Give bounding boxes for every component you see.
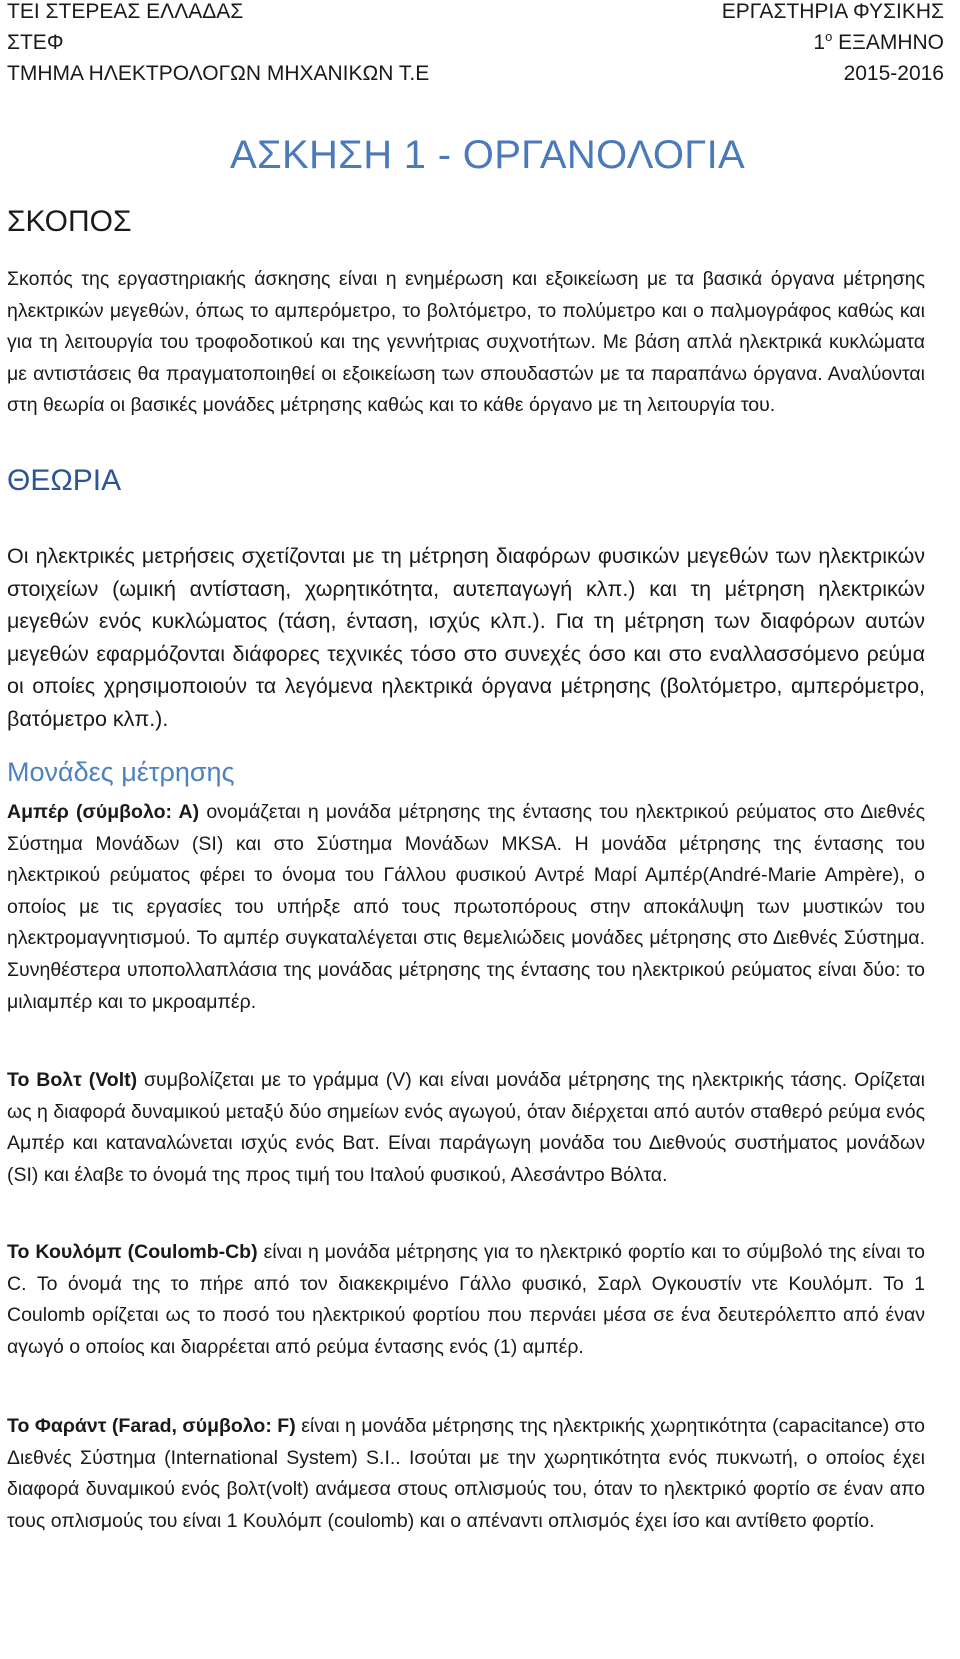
header-school: ΣΤΕΦ [7,31,64,54]
purpose-text: Σκοπός της εργαστηριακής άσκησης είναι η ενημέρωση και εξοικείωση με τα βασικά όργανα μέτρησης ηλεκτρικών μεγεθών, όπως το αμπερόμετρο, το βολτόμετρο, το πολύμετρο και ο παλμογράφος καθώς και για τη λειτουργία του τροφοδοτικού και της γεννήτριας συχνοτήτων. Με βάση απλά ηλεκτρικά κυκλώματα με αντιστάσεις θα πραγματοποιηθεί οι εξοικείωση των σπουδαστών με τα παραπάνω όργανα. Αναλύονται στη θεωρία οι βασικές μονάδες μέτρησης καθώς και το κάθε όργανο με τη λειτουργία του. [7,268,925,417]
header-academic-year: 2015-2016 [843,62,944,85]
document-title: ΑΣΚΗΣΗ 1 - ΟΡΓΑΝΟΛΟΓΙΑ [230,133,746,177]
volt-paragraph [7,1065,925,1191]
farad-term: Το Φαράντ (Farad, σύμβολο: F) [7,1415,296,1437]
coulomb-definition: είναι η μονάδα μέτρησης για το ηλεκτρικό φορτίο και το σύμβολό της είναι το C. Το όνομά της το πήρε από τον διακεκριμένο Γάλλο φυσικό, Σαρλ Ογκουστίν ντε Κουλόμπ. Το 1 Coulomb ορίζεται ως το ποσό του ηλεκτρικού φορτίου που περνάει μέσα σε ένα δευτερόλεπτο από έναν αγωγό ο οποίος και διαρρέεται από ρεύμα έντασης ενός (1) αμπέρ. [7,1241,925,1358]
theory-text: Οι ηλεκτρικές μετρήσεις σχετίζονται με τη μέτρηση διαφόρων φυσικών μεγεθών των ηλεκτρικών στοιχείων (ωμική αντίσταση, χωρητικότητα, αυτεπαγωγή κλπ.) και τη μέτρηση ηλεκτρικών μεγεθών ενός κυκλώματος (τάση, ένταση, ισχύς κλπ.). Για τη μέτρηση των διαφόρων αυτών μεγεθών εφαρμόζονται διάφορες τεχνικές τόσο στο συνεχές όσο και στο εναλλασσόμενο ρεύμα οι οποίες χρησιμοποιούν τα λεγόμενα ηλεκτρικά όργανα μέτρησης (βολτόμετρο, αμπερόμετρο, βατόμετρο κλπ.). [7,544,925,731]
header-semester [813,30,944,56]
theory-paragraph [7,540,925,736]
coulomb-term: Το Κουλόμπ (Coulomb-Cb) [7,1241,258,1263]
units-heading: Μονάδες μέτρησης [7,757,235,787]
volt-definition: συμβολίζεται με το γράμμα (V) και είναι μονάδα μέτρησης της ηλεκτρικής τάσης. Ορίζεται ως η διαφορά δυναμικού μεταξύ δύο σημείων ενός αγωγού, όταν διέρχεται από αυτόν σταθερό ρεύμα ενός Αμπέρ και καταναλώνεται ισχύς ενός Βατ. Είναι παράγωγη μονάδα του Διεθνούς συστήματος μονάδων (SI) και έλαβε το όνομά της προς τιμή του Ιταλού φυσικού, Αλεσάντρο Βόλτα. [7,1069,925,1186]
purpose-heading: ΣΚΟΠΟΣ [7,205,132,238]
header-semester-label: ΕΞΑΜΗΝΟ [832,31,944,54]
farad-paragraph [7,1411,925,1537]
theory-heading: ΘΕΩΡΙΑ [7,464,122,497]
ampere-term: Αμπέρ (σύμβολο: Α) [7,801,200,823]
header-department: ΤΜΗΜΑ ΗΛΕΚΤΡΟΛΟΓΩΝ ΜΗΧΑΝΙΚΩΝ Τ.Ε [7,62,430,85]
farad-definition: είναι η μονάδα μέτρησης της ηλεκτρικής χωρητικότητα (capacitance) στο Διεθνές Σύστημα (International System) S.I.. Ισούται με την χωρητικότητα ενός πυκνωτή, ο οποίος έχει διαφορά δυναμικού ενός βολτ(volt) ανάμεσα στους οπλισμούς του, όταν το ηλεκτρικό φορτίο σε έναν απο τους οπλισμούς του είναι 1 Κουλόμπ (coulomb) και ο απέναντι οπλισμός έχει ίσο και αντίθετο φορτίο. [7,1415,925,1532]
volt-term: Το Βολτ (Volt) [7,1069,138,1091]
ampere-paragraph [7,797,925,1018]
header-semester-number: 1 [813,31,826,54]
header-semester-superscript: ο [825,29,833,44]
coulomb-paragraph [7,1237,925,1363]
ampere-definition: ονομάζεται η μονάδα μέτρησης της έντασης του ηλεκτρικού ρεύματος στο Διεθνές Σύστημα Μονάδων (SI) και στο Σύστημα Μονάδων MKSA. Η μονάδα μέτρησης της έντασης του ηλεκτρικού ρεύματος φέρει το όνομα του Γάλλου φυσικού Αντρέ Μαρί Αμπέρ(André-Marie Ampère), ο οποίος με τις εργασίες του υπήρξε από τους πρωτοπόρους στην αποκάλυψη των μυστικών του ηλεκτρομαγνητισμού. Το αμπέρ συγκαταλέγεται στις θεμελιώδεις μονάδες μέτρησης στο Διεθνές Σύστημα. Συνηθέστερα υποπολλαπλάσια της μονάδας μέτρησης της έντασης του ηλεκτρικού ρεύματος είναι δύο: το μιλιαμπέρ και το μκροαμπέρ. [7,801,925,1013]
purpose-paragraph [7,264,925,422]
header-lab-name: ΕΡΓΑΣΤΗΡΙΑ ΦΥΣΙΚΗΣ [721,0,944,23]
header-institution: ΤΕΙ ΣΤΕΡΕΑΣ ΕΛΛΑΔΑΣ [7,0,244,23]
